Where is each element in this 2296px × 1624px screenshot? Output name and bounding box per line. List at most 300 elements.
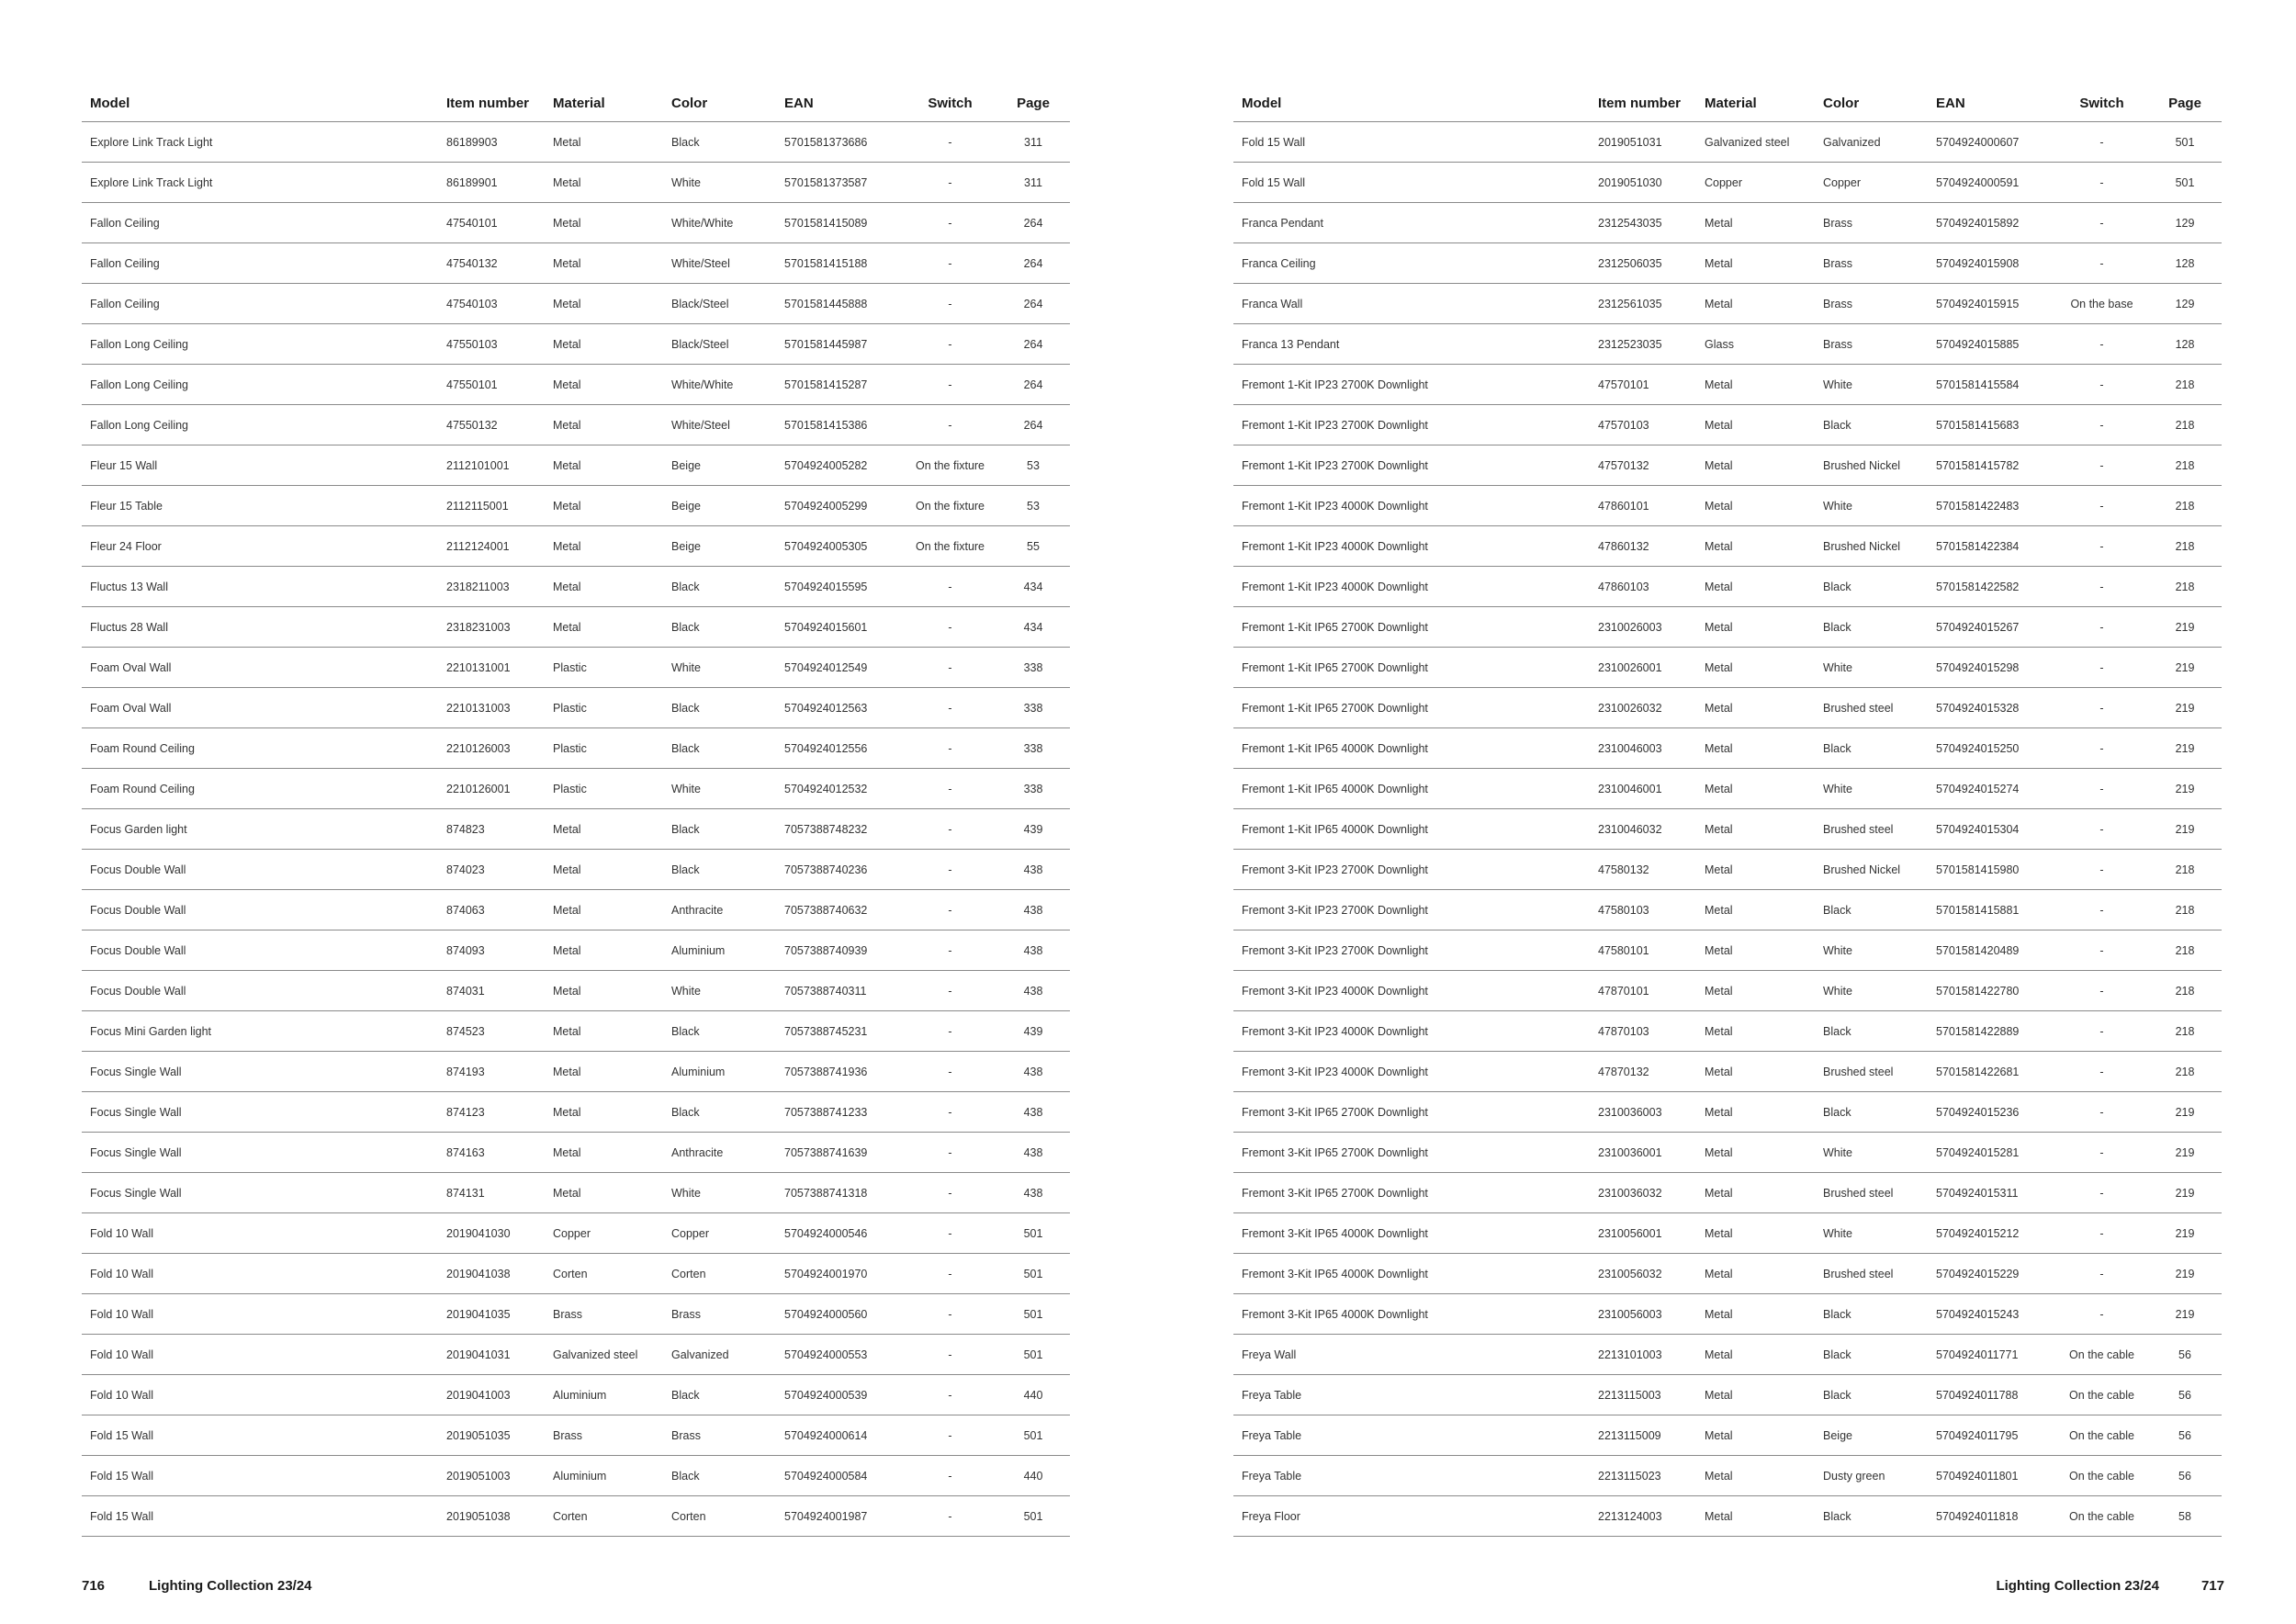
table-row <box>1233 1375 2222 1415</box>
cell-item-number: 874093 <box>438 930 545 971</box>
cell-color: Black <box>663 1011 776 1052</box>
cell-item-number: 2112101001 <box>438 445 545 486</box>
cell-ean: 5704924015212 <box>1928 1213 2055 1254</box>
cell-page: 501 <box>996 1496 1070 1537</box>
cell-model: Focus Garden light <box>82 809 438 850</box>
cell-page: 218 <box>2148 971 2222 1011</box>
cell-switch: - <box>2055 405 2148 445</box>
cell-page: 129 <box>2148 284 2222 324</box>
cell-ean: 5704924015892 <box>1928 203 2055 243</box>
cell-material: Metal <box>1696 607 1815 648</box>
cell-switch: - <box>2055 1254 2148 1294</box>
cell-ean: 7057388741318 <box>776 1173 904 1213</box>
table-row <box>1233 1415 2222 1456</box>
cell-switch: - <box>904 769 996 809</box>
table-row <box>82 365 1070 405</box>
cell-model: Fremont 1-Kit IP65 4000K Downlight <box>1233 728 1590 769</box>
cell-model: Franca Ceiling <box>1233 243 1590 284</box>
cell-page: 311 <box>996 122 1070 163</box>
cell-material: Corten <box>545 1496 663 1537</box>
cell-item-number: 874523 <box>438 1011 545 1052</box>
cell-color: Black <box>663 728 776 769</box>
cell-model: Fremont 3-Kit IP65 2700K Downlight <box>1233 1092 1590 1133</box>
cell-model: Fold 10 Wall <box>82 1213 438 1254</box>
cell-model: Fallon Ceiling <box>82 243 438 284</box>
cell-ean: 5701581445987 <box>776 324 904 365</box>
cell-page: 264 <box>996 324 1070 365</box>
cell-item-number: 2019041031 <box>438 1335 545 1375</box>
cell-material: Aluminium <box>545 1375 663 1415</box>
cell-color: Anthracite <box>663 890 776 930</box>
cell-item-number: 2310046001 <box>1590 769 1696 809</box>
cell-ean: 5704924015298 <box>1928 648 2055 688</box>
cell-page: 219 <box>2148 728 2222 769</box>
cell-page: 264 <box>996 284 1070 324</box>
cell-switch: - <box>2055 809 2148 850</box>
cell-item-number: 2318211003 <box>438 567 545 607</box>
table-row <box>82 486 1070 526</box>
cell-color: Anthracite <box>663 1133 776 1173</box>
cell-color: Copper <box>1815 163 1928 203</box>
cell-ean: 5701581415881 <box>1928 890 2055 930</box>
cell-item-number: 47550132 <box>438 405 545 445</box>
table-row <box>1233 971 2222 1011</box>
cell-switch: - <box>2055 1092 2148 1133</box>
cell-ean: 5704924015601 <box>776 607 904 648</box>
table-row <box>82 971 1070 1011</box>
cell-model: Freya Table <box>1233 1415 1590 1456</box>
cell-ean: 5704924001987 <box>776 1496 904 1537</box>
table-row <box>82 769 1070 809</box>
cell-material: Brass <box>545 1415 663 1456</box>
cell-switch: - <box>2055 567 2148 607</box>
cell-switch: - <box>2055 1133 2148 1173</box>
table-row <box>1233 445 2222 486</box>
cell-ean: 5704924012563 <box>776 688 904 728</box>
cell-page: 218 <box>2148 567 2222 607</box>
cell-material: Galvanized steel <box>545 1335 663 1375</box>
cell-material: Metal <box>1696 1173 1815 1213</box>
cell-page: 219 <box>2148 1173 2222 1213</box>
cell-item-number: 2310046032 <box>1590 809 1696 850</box>
cell-page: 439 <box>996 1011 1070 1052</box>
cell-color: Black/Steel <box>663 324 776 365</box>
cell-color: White <box>1815 648 1928 688</box>
cell-page: 434 <box>996 567 1070 607</box>
cell-material: Metal <box>545 1173 663 1213</box>
table-row <box>1233 1496 2222 1537</box>
cell-color: Black <box>663 122 776 163</box>
cell-ean: 5701581445888 <box>776 284 904 324</box>
cell-page: 264 <box>996 365 1070 405</box>
cell-page: 438 <box>996 1173 1070 1213</box>
cell-ean: 7057388745231 <box>776 1011 904 1052</box>
cell-page: 56 <box>2148 1375 2222 1415</box>
cell-item-number: 47580101 <box>1590 930 1696 971</box>
cell-ean: 7057388741936 <box>776 1052 904 1092</box>
cell-switch: - <box>2055 688 2148 728</box>
cell-ean: 5701581415683 <box>1928 405 2055 445</box>
cell-color: Dusty green <box>1815 1456 1928 1496</box>
cell-ean: 5701581415980 <box>1928 850 2055 890</box>
cell-material: Metal <box>545 850 663 890</box>
cell-ean: 7057388741233 <box>776 1092 904 1133</box>
cell-color: Brushed Nickel <box>1815 445 1928 486</box>
cell-switch: On the cable <box>2055 1335 2148 1375</box>
cell-material: Metal <box>545 243 663 284</box>
cell-page: 219 <box>2148 1092 2222 1133</box>
cell-model: Fremont 3-Kit IP65 2700K Downlight <box>1233 1133 1590 1173</box>
cell-material: Plastic <box>545 688 663 728</box>
cell-switch: On the fixture <box>904 445 996 486</box>
cell-material: Metal <box>1696 1052 1815 1092</box>
cell-material: Metal <box>1696 445 1815 486</box>
header-page: Page <box>2148 85 2222 122</box>
cell-ean: 5704924001970 <box>776 1254 904 1294</box>
cell-material: Metal <box>1696 971 1815 1011</box>
cell-model: Fremont 1-Kit IP23 2700K Downlight <box>1233 445 1590 486</box>
table-row <box>1233 243 2222 284</box>
cell-ean: 5704924015595 <box>776 567 904 607</box>
cell-material: Plastic <box>545 648 663 688</box>
cell-model: Focus Double Wall <box>82 850 438 890</box>
cell-page: 128 <box>2148 243 2222 284</box>
cell-page: 338 <box>996 769 1070 809</box>
header-switch: Switch <box>904 85 996 122</box>
cell-switch: - <box>904 1496 996 1537</box>
cell-ean: 5704924000591 <box>1928 163 2055 203</box>
cell-item-number: 2019051030 <box>1590 163 1696 203</box>
table-row <box>1233 890 2222 930</box>
cell-ean: 5701581422384 <box>1928 526 2055 567</box>
cell-page: 53 <box>996 486 1070 526</box>
cell-page: 501 <box>996 1213 1070 1254</box>
cell-ean: 5704924000560 <box>776 1294 904 1335</box>
cell-material: Metal <box>545 809 663 850</box>
collection-title: Lighting Collection 23/24 <box>1996 1578 2159 1594</box>
table-row <box>82 1133 1070 1173</box>
cell-item-number: 874123 <box>438 1092 545 1133</box>
cell-material: Metal <box>1696 1496 1815 1537</box>
cell-switch: - <box>904 728 996 769</box>
table-row <box>1233 405 2222 445</box>
cell-color: Beige <box>663 526 776 567</box>
table-row <box>1233 607 2222 648</box>
cell-color: Brass <box>1815 243 1928 284</box>
cell-ean: 5704924015311 <box>1928 1173 2055 1213</box>
cell-item-number: 47570101 <box>1590 365 1696 405</box>
cell-ean: 5704924015267 <box>1928 607 2055 648</box>
table-row <box>1233 930 2222 971</box>
cell-page: 434 <box>996 607 1070 648</box>
cell-ean: 5704924000539 <box>776 1375 904 1415</box>
cell-model: Fluctus 13 Wall <box>82 567 438 607</box>
cell-model: Fluctus 28 Wall <box>82 607 438 648</box>
cell-model: Focus Single Wall <box>82 1052 438 1092</box>
cell-page: 218 <box>2148 445 2222 486</box>
table-row <box>82 1052 1070 1092</box>
page-number: 717 <box>2200 1578 2224 1594</box>
cell-model: Fleur 24 Floor <box>82 526 438 567</box>
cell-material: Metal <box>1696 1254 1815 1294</box>
cell-model: Fremont 1-Kit IP65 2700K Downlight <box>1233 607 1590 648</box>
cell-ean: 5704924015908 <box>1928 243 2055 284</box>
cell-model: Fremont 3-Kit IP23 2700K Downlight <box>1233 850 1590 890</box>
cell-item-number: 2210131001 <box>438 648 545 688</box>
cell-switch: - <box>2055 203 2148 243</box>
cell-page: 219 <box>2148 769 2222 809</box>
cell-switch: - <box>2055 850 2148 890</box>
cell-page: 438 <box>996 1052 1070 1092</box>
cell-item-number: 86189903 <box>438 122 545 163</box>
cell-model: Focus Mini Garden light <box>82 1011 438 1052</box>
cell-model: Fallon Long Ceiling <box>82 405 438 445</box>
table-row <box>1233 1011 2222 1052</box>
cell-model: Fremont 3-Kit IP23 2700K Downlight <box>1233 930 1590 971</box>
cell-ean: 7057388740939 <box>776 930 904 971</box>
cell-switch: - <box>904 1415 996 1456</box>
cell-model: Fold 15 Wall <box>1233 163 1590 203</box>
cell-ean: 5701581415188 <box>776 243 904 284</box>
cell-switch: On the cable <box>2055 1375 2148 1415</box>
table-row <box>82 526 1070 567</box>
cell-item-number: 47570132 <box>1590 445 1696 486</box>
cell-color: White <box>663 769 776 809</box>
cell-item-number: 2019041035 <box>438 1294 545 1335</box>
cell-ean: 5704924000607 <box>1928 122 2055 163</box>
cell-ean: 5701581422681 <box>1928 1052 2055 1092</box>
cell-item-number: 2210126001 <box>438 769 545 809</box>
cell-page: 218 <box>2148 1052 2222 1092</box>
cell-model: Fremont 1-Kit IP23 4000K Downlight <box>1233 526 1590 567</box>
table-row <box>1233 1052 2222 1092</box>
cell-switch: - <box>2055 769 2148 809</box>
cell-model: Franca 13 Pendant <box>1233 324 1590 365</box>
cell-ean: 5701581422889 <box>1928 1011 2055 1052</box>
cell-material: Metal <box>1696 567 1815 607</box>
header-switch: Switch <box>2055 85 2148 122</box>
cell-item-number: 874023 <box>438 850 545 890</box>
cell-switch: - <box>904 688 996 728</box>
cell-model: Focus Double Wall <box>82 971 438 1011</box>
cell-item-number: 2213115009 <box>1590 1415 1696 1456</box>
cell-switch: - <box>904 1011 996 1052</box>
table-row <box>82 243 1070 284</box>
cell-switch: - <box>2055 1052 2148 1092</box>
cell-ean: 5704924011818 <box>1928 1496 2055 1537</box>
cell-page: 219 <box>2148 648 2222 688</box>
cell-page: 219 <box>2148 1254 2222 1294</box>
cell-material: Brass <box>545 1294 663 1335</box>
cell-page: 58 <box>2148 1496 2222 1537</box>
table-row <box>82 1011 1070 1052</box>
cell-color: Black <box>663 607 776 648</box>
cell-switch: - <box>2055 1294 2148 1335</box>
table-row <box>1233 1294 2222 1335</box>
cell-model: Fremont 3-Kit IP23 4000K Downlight <box>1233 1052 1590 1092</box>
cell-model: Foam Oval Wall <box>82 688 438 728</box>
table-row <box>1233 324 2222 365</box>
cell-page: 438 <box>996 1092 1070 1133</box>
cell-material: Metal <box>545 607 663 648</box>
cell-color: White/White <box>663 365 776 405</box>
cell-switch: On the fixture <box>904 486 996 526</box>
cell-model: Fremont 1-Kit IP23 4000K Downlight <box>1233 567 1590 607</box>
table-row <box>82 607 1070 648</box>
cell-item-number: 874063 <box>438 890 545 930</box>
cell-ean: 5701581422582 <box>1928 567 2055 607</box>
table-row <box>82 1335 1070 1375</box>
cell-color: Brass <box>663 1415 776 1456</box>
cell-switch: - <box>2055 648 2148 688</box>
cell-ean: 5704924000546 <box>776 1213 904 1254</box>
table-row <box>82 445 1070 486</box>
cell-switch: - <box>2055 607 2148 648</box>
cell-model: Fold 15 Wall <box>82 1496 438 1537</box>
table-row <box>1233 1213 2222 1254</box>
cell-model: Fleur 15 Wall <box>82 445 438 486</box>
table-row <box>1233 203 2222 243</box>
cell-page: 219 <box>2148 809 2222 850</box>
table-row <box>1233 728 2222 769</box>
cell-ean: 5704924015274 <box>1928 769 2055 809</box>
table-row <box>82 1456 1070 1496</box>
cell-model: Fold 15 Wall <box>82 1456 438 1496</box>
cell-item-number: 47580132 <box>1590 850 1696 890</box>
cell-color: Black <box>663 1375 776 1415</box>
table-header <box>82 85 1070 122</box>
cell-color: White <box>1815 930 1928 971</box>
cell-material: Metal <box>545 526 663 567</box>
cell-item-number: 2019051003 <box>438 1456 545 1496</box>
cell-model: Fallon Long Ceiling <box>82 324 438 365</box>
cell-item-number: 2312506035 <box>1590 243 1696 284</box>
table-body-right <box>1233 122 2222 1537</box>
header-item-number: Item number <box>1590 85 1696 122</box>
cell-ean: 5701581415287 <box>776 365 904 405</box>
cell-item-number: 2213115003 <box>1590 1375 1696 1415</box>
cell-ean: 5704924005299 <box>776 486 904 526</box>
cell-material: Metal <box>545 930 663 971</box>
cell-color: Black <box>663 1092 776 1133</box>
cell-material: Metal <box>545 486 663 526</box>
cell-switch: - <box>904 809 996 850</box>
cell-model: Focus Single Wall <box>82 1092 438 1133</box>
cell-page: 218 <box>2148 930 2222 971</box>
cell-switch: - <box>2055 930 2148 971</box>
cell-material: Metal <box>1696 850 1815 890</box>
table-row <box>82 648 1070 688</box>
cell-item-number: 2210126003 <box>438 728 545 769</box>
table-row <box>1233 486 2222 526</box>
page-number: 716 <box>82 1578 106 1594</box>
cell-color: Corten <box>663 1496 776 1537</box>
cell-page: 219 <box>2148 1213 2222 1254</box>
cell-ean: 5704924015243 <box>1928 1294 2055 1335</box>
cell-switch: On the cable <box>2055 1496 2148 1537</box>
cell-ean: 5701581422483 <box>1928 486 2055 526</box>
cell-switch: - <box>2055 486 2148 526</box>
cell-color: Black <box>1815 1092 1928 1133</box>
cell-page: 264 <box>996 405 1070 445</box>
cell-material: Metal <box>545 1092 663 1133</box>
cell-ean: 5704924015229 <box>1928 1254 2055 1294</box>
cell-model: Focus Double Wall <box>82 890 438 930</box>
table-row <box>1233 284 2222 324</box>
cell-ean: 7057388740632 <box>776 890 904 930</box>
cell-item-number: 2019051038 <box>438 1496 545 1537</box>
cell-item-number: 2312561035 <box>1590 284 1696 324</box>
cell-switch: - <box>904 607 996 648</box>
cell-item-number: 47540103 <box>438 284 545 324</box>
cell-switch: - <box>2055 971 2148 1011</box>
cell-item-number: 2019041038 <box>438 1254 545 1294</box>
table-row <box>1233 1092 2222 1133</box>
cell-ean: 7057388740311 <box>776 971 904 1011</box>
cell-switch: - <box>904 890 996 930</box>
table-row <box>1233 1133 2222 1173</box>
cell-item-number: 86189901 <box>438 163 545 203</box>
cell-item-number: 2019051031 <box>1590 122 1696 163</box>
cell-item-number: 874131 <box>438 1173 545 1213</box>
table-row <box>1233 1173 2222 1213</box>
cell-page: 218 <box>2148 365 2222 405</box>
cell-switch: - <box>904 1173 996 1213</box>
cell-item-number: 47860103 <box>1590 567 1696 607</box>
cell-switch: On the cable <box>2055 1456 2148 1496</box>
table-row <box>82 890 1070 930</box>
cell-switch: - <box>904 1092 996 1133</box>
cell-color: Brushed steel <box>1815 1052 1928 1092</box>
cell-color: Black <box>1815 1375 1928 1415</box>
cell-ean: 5704924012532 <box>776 769 904 809</box>
cell-switch: On the base <box>2055 284 2148 324</box>
cell-page: 501 <box>996 1254 1070 1294</box>
cell-model: Fremont 1-Kit IP23 2700K Downlight <box>1233 365 1590 405</box>
cell-color: White <box>1815 1133 1928 1173</box>
cell-switch: - <box>904 930 996 971</box>
cell-item-number: 2213115023 <box>1590 1456 1696 1496</box>
cell-item-number: 874031 <box>438 971 545 1011</box>
cell-page: 338 <box>996 688 1070 728</box>
header-material: Material <box>1696 85 1815 122</box>
cell-item-number: 2312523035 <box>1590 324 1696 365</box>
cell-material: Metal <box>1696 365 1815 405</box>
cell-model: Focus Single Wall <box>82 1133 438 1173</box>
cell-switch: - <box>904 1133 996 1173</box>
cell-material: Metal <box>1696 1456 1815 1496</box>
cell-color: Brass <box>1815 284 1928 324</box>
cell-model: Freya Floor <box>1233 1496 1590 1537</box>
cell-item-number: 874823 <box>438 809 545 850</box>
cell-item-number: 47540132 <box>438 243 545 284</box>
cell-switch: - <box>904 405 996 445</box>
cell-item-number: 2310026032 <box>1590 688 1696 728</box>
cell-ean: 5704924011801 <box>1928 1456 2055 1496</box>
collection-title: Lighting Collection 23/24 <box>149 1578 312 1594</box>
cell-model: Fremont 1-Kit IP23 2700K Downlight <box>1233 405 1590 445</box>
cell-model: Fremont 3-Kit IP65 2700K Downlight <box>1233 1173 1590 1213</box>
cell-color: Brass <box>1815 324 1928 365</box>
header-page: Page <box>996 85 1070 122</box>
cell-color: Black <box>1815 1335 1928 1375</box>
cell-color: Black <box>1815 607 1928 648</box>
cell-item-number: 874163 <box>438 1133 545 1173</box>
cell-switch: - <box>2055 526 2148 567</box>
cell-material: Metal <box>1696 1011 1815 1052</box>
cell-page: 438 <box>996 971 1070 1011</box>
cell-ean: 7057388748232 <box>776 809 904 850</box>
